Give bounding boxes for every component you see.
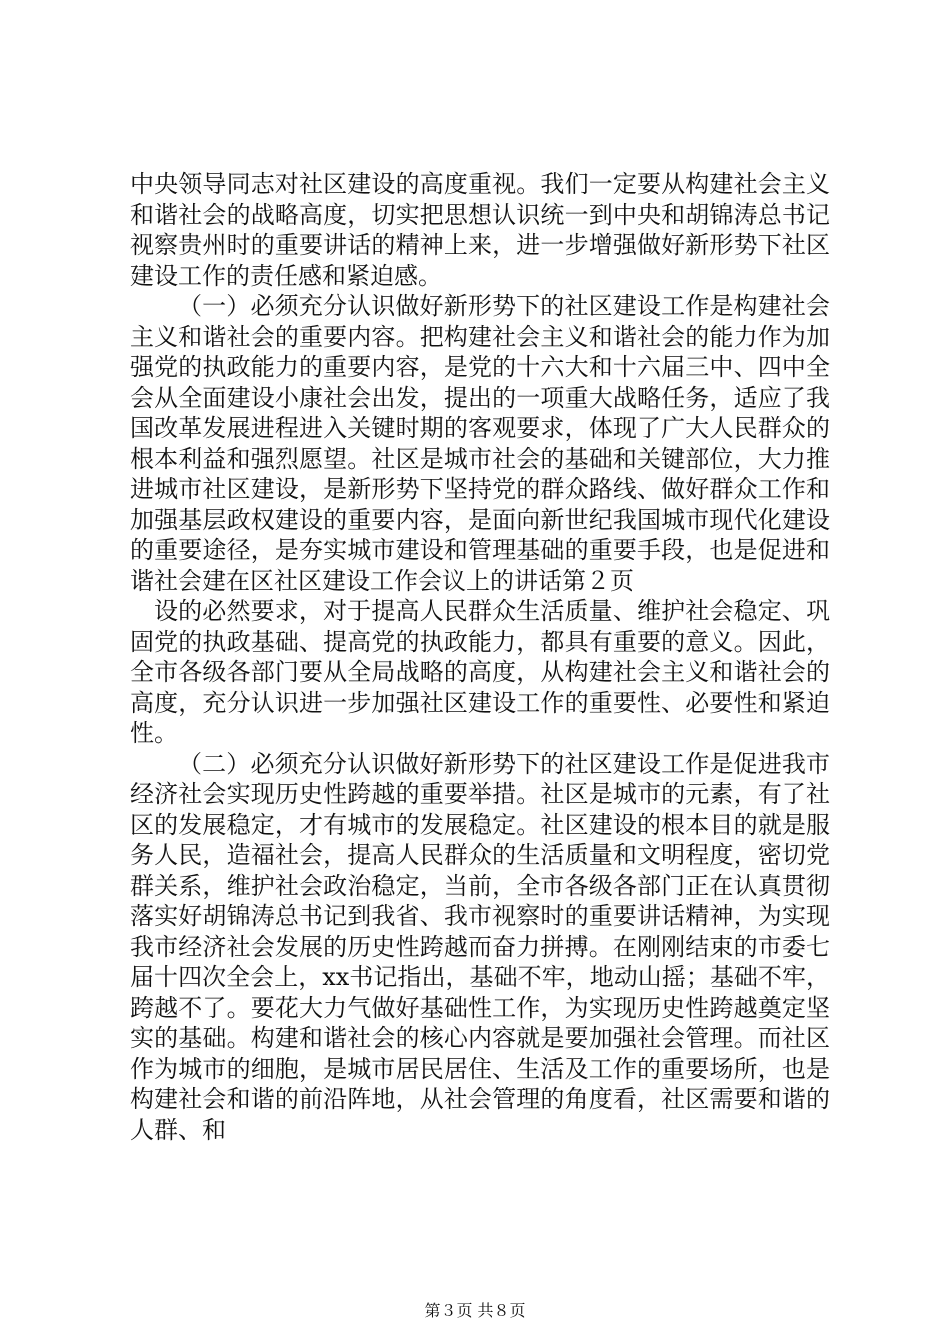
- document-body: [130, 169, 830, 1145]
- paragraph-section-one-continued: 设的必然要求，对于提高人民群众生活质量、维护社会稳定、巩固党的执政基础、提高党的执政能力，都具有重要的意义。因此，全市各级各部门要从全局战略的高度，从构建社会主义和谐社会的高度，充分认识进一步加强社区建设工作的重要性、必要性和紧迫性。: [130, 597, 830, 747]
- page-footer: [0, 1298, 950, 1321]
- paragraph-section-two: （二）必须充分认识做好新形势下的社区建设工作是促进我市经济社会实现历史性跨越的重要举措。社区是城市的元素，有了社区的发展稳定，才有城市的发展稳定。社区建设的根本目的就是服务人民，造福社会，提高人民群众的生活质量和文明程度，密切党群关系，维护社会政治稳定，当前，全市各级各部门正在认真贯彻落实好胡锦涛总书记到我省、我市视察时的重要讲话精神，为实现我市经济社会发展的历史性跨越而奋力拼搏。在刚刚结束的市委七届十四次全会上，xx书记指出，基础不牢，地动山摇；基础不牢，跨越不了。要花大力气做好基础性工作，为实现历史性跨越奠定坚实的基础。构建和谐社会的核心内容就是要加强社会管理。而社区作为城市的细胞，是城市居民居住、生活及工作的重要场所，也是构建社会和谐的前沿阵地，从社会管理的角度看，社区需要和谐的人群、和: [130, 749, 830, 1144]
- paragraph-section-one: （一）必须充分认识做好新形势下的社区建设工作是构建社会主义和谐社会的重要内容。把构建社会主义和谐社会的能力作为加强党的执政能力的重要内容，是党的十六大和十六届三中、四中全会从全面建设小康社会出发，提出的一项重大战略任务，适应了我国改革发展进程进入关键时期的客观要求，体现了广大人民群众的根本利益和强烈愿望。社区是城市社会的基础和关键部位，大力推进城市社区建设，是新形势下坚持党的群众路线、做好群众工作和加强基层政权建设的重要内容，是面向新世纪我国城市现代化建设的重要途径，是夯实城市建设和管理基础的重要手段，也是促进和谐社会建在区社区建设工作会议上的讲话第２页: [130, 292, 830, 595]
- paragraph-continuation: 中央领导同志对社区建设的高度重视。我们一定要从构建社会主义和谐社会的战略高度，切实把思想认识统一到中央和胡锦涛总书记视察贵州时的重要讲话的精神上来，进一步增强做好新形势下社区建设工作的责任感和紧迫感。: [130, 170, 830, 290]
- page-number: 第３页 共８页: [424, 1301, 526, 1320]
